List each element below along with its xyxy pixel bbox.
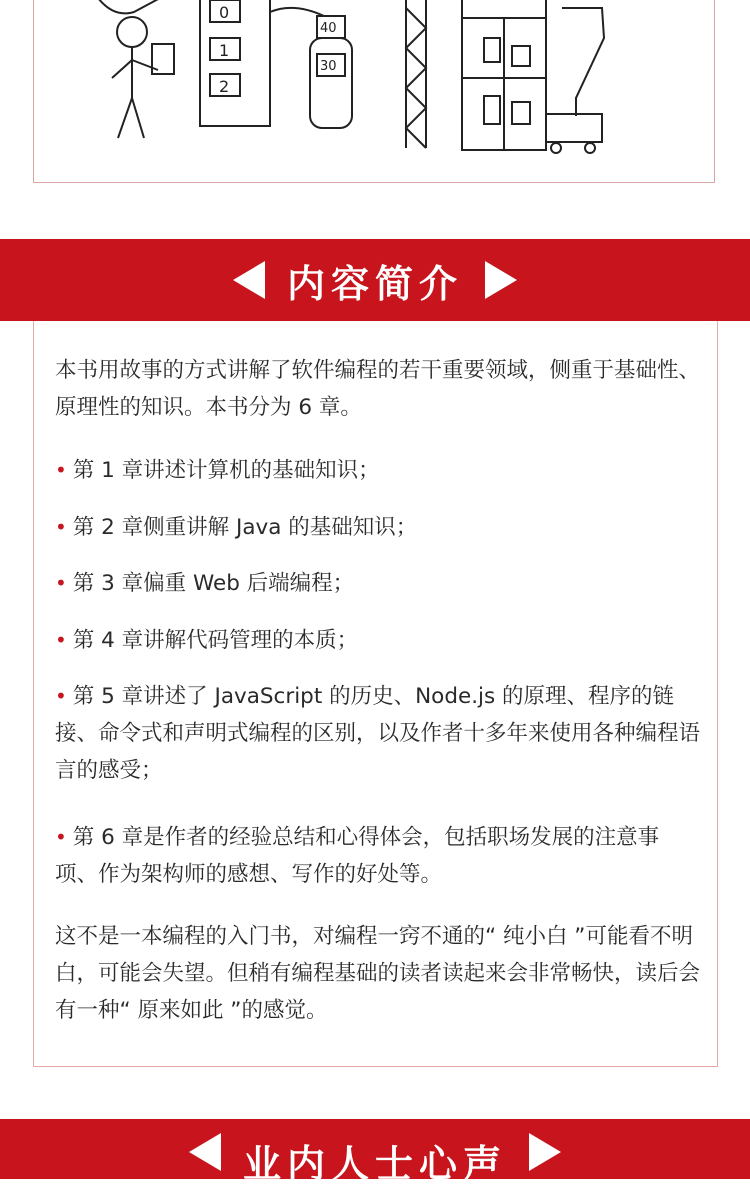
- bullet-dot-icon: •: [55, 515, 67, 539]
- triangle-right-icon: [485, 261, 517, 299]
- speech-bubble: [98, 0, 160, 13]
- display-0-text: 0: [219, 3, 230, 22]
- spring: [270, 8, 324, 16]
- intro-paragraph: 本书用故事的方式讲解了软件编程的若干重要领域，侧重于基础性、原理性的知识。本书分为 6 章。: [55, 358, 701, 420]
- illustration-frame: [33, 0, 715, 183]
- bullet-dot-icon: •: [55, 458, 67, 482]
- triangle-right-icon: [529, 1133, 561, 1171]
- bullet-dot-icon: •: [55, 571, 67, 595]
- section-banner-intro: [0, 239, 750, 321]
- bullet-dot-icon: •: [55, 684, 67, 708]
- triangle-left-icon: [233, 261, 265, 299]
- crane-mast: [406, 0, 426, 148]
- list-item: • 第 1 章讲述计算机的基础知识；: [55, 458, 380, 483]
- section-title: 业内人士心声: [242, 1142, 507, 1186]
- display-2-text: 2: [219, 77, 230, 96]
- robot-cart: [546, 114, 602, 142]
- figure-head: [117, 17, 147, 47]
- robot-arm: [562, 8, 604, 116]
- list-item: • 第 4 章讲解代码管理的本质；: [55, 628, 359, 653]
- list-item: • 第 6 章是作者的经验总结和心得体会，包括职场发展的注意事项、作为架构师的感想、写作的好处等。: [55, 825, 660, 887]
- display-1-text: 1: [219, 41, 230, 60]
- sketch-illustration: [34, 0, 716, 183]
- list-item: • 第 3 章偏重 Web 后端编程；: [55, 571, 355, 596]
- bullet-dot-icon: •: [55, 628, 67, 652]
- list-item: • 第 5 章讲述了 JavaScript 的历史、Node.js 的原理、程序的链接、命令式和声明式编程的区别，以及作者十多年来使用各种编程语言的感受；: [55, 684, 701, 783]
- list-item: • 第 2 章侧重讲解 Java 的基础知识；: [55, 515, 418, 540]
- triangle-left-icon: [189, 1133, 221, 1171]
- shelf-lines: [462, 18, 546, 150]
- cylinder: [310, 38, 352, 128]
- card-30-text: 30: [320, 59, 337, 74]
- card-40-text: 40: [320, 21, 337, 36]
- closing-paragraph: 这不是一本编程的入门书，对编程一窍不通的“ 纯小白 ”可能看不明白，可能会失望。但稍有编程基础的读者读起来会非常畅快，读后会有一种“ 原来如此 ”的感觉。: [55, 924, 701, 1023]
- section-banner-voices: [0, 1119, 750, 1186]
- bullet-dot-icon: •: [55, 825, 67, 849]
- section-title: 内容简介: [286, 261, 463, 306]
